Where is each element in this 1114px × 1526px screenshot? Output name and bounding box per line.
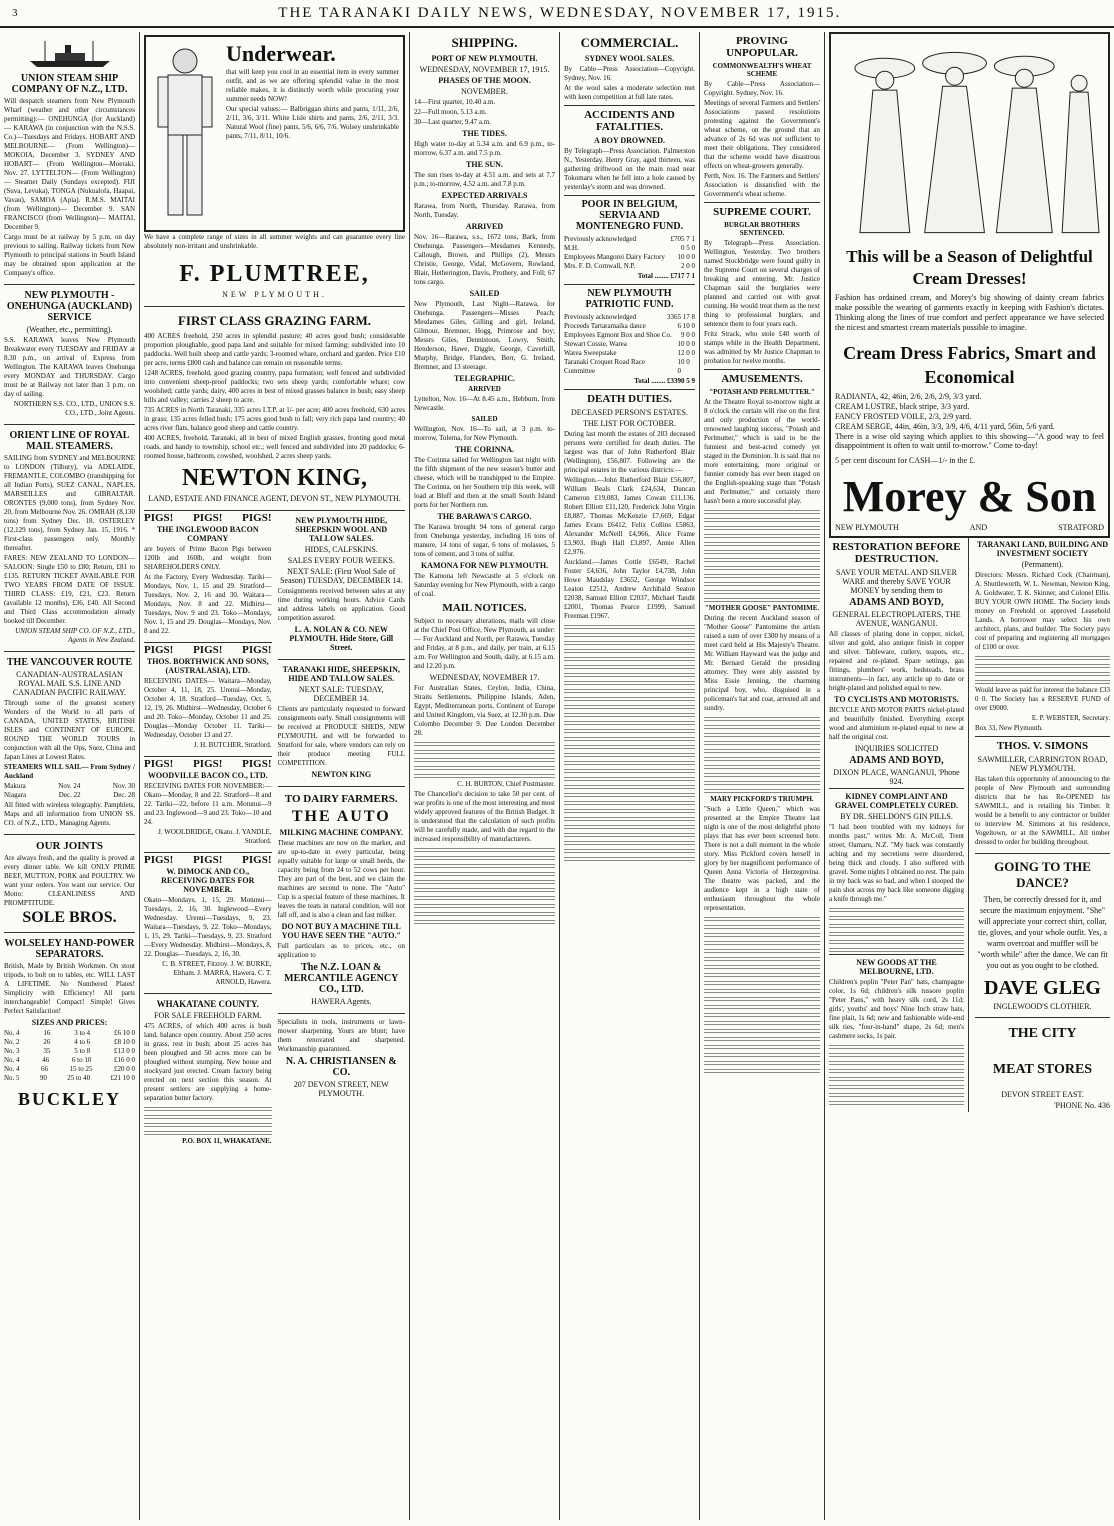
borthwick-heading: THOS. BORTHWICK AND SONS, (AUSTRALASIA), LTD.	[146, 657, 269, 675]
onehunga-ad	[4, 285, 135, 425]
buckley-name: BUCKLEY	[17, 1089, 121, 1109]
corinna-text: The Corinna sailed for Wellington last night with the fifth shipment of the new season's butter and cheese, which will be transhipped to the Empire. The Corinna, on her Southern trip this week, will load at Bluff and then at the small South Island ports for her Northern run.	[414, 456, 555, 509]
right-sub-column	[278, 511, 406, 1152]
cream-item: RADIANTA, 42, 46in, 2/6, 2/6, 2/9, 3/3 yard.	[835, 392, 982, 401]
dairy-heading: TO DAIRY FARMERS.	[284, 793, 398, 805]
wool-heading: SYDNEY WOOL SALES.	[584, 54, 675, 63]
taranaki-text: Clients are particularly requested to forward consignments early. Small consignments will be received at PRODUCE SHEDS, NEW PLYMOUTH, and will be forwarded to Stratford for sale, where vendors can rely on their produce meeting FULL COMPETITION.	[277, 705, 405, 767]
wheat-heading: COMMONWEALTH'S WHEAT SCHEME	[712, 62, 812, 78]
whakatane-text: 475 ACRES, of which 400 acres is bush land, balance open country. About 250 acres in grass, rest in bush; about 25 acres has been ploughed and 50 acres more can be ploughed without stumping. New house and stockyard just erected. Cream factory being erected on next section this season. At present settlers are supplying a home-separation butter factory.	[144, 1022, 272, 1102]
tides-heading: THE TIDES.	[462, 129, 507, 138]
mail-sign: C. H. BURTON, Chief Postmaster.	[457, 780, 555, 788]
union-text-2: Cargo must be at railway by 5 p.m. on day previous to sailing. Railway tickets from New Plymouth to principal stations in South Island may be obtained upon application at the Company's office.	[4, 233, 135, 277]
morey-places: NEW PLYMOUTH AND STRATFORD	[835, 523, 1104, 532]
moon-heading: PHASES OF THE MOON.	[438, 76, 531, 85]
loan-place: HAWERA Agents.	[311, 997, 372, 1006]
kidney-sub: BY DR. SHELDON'S GIN PILLS.	[840, 812, 953, 821]
orient-text: SAILING from SYDNEY and MELBOURNE to LONDON (Tilbury), via ADELAIDE, FREMANTLE, COLOMBO (transhipping for all Indian Ports), SUEZ CANAL, NAPLES, MARSEILLES and GIBRALTAR. ORONTES (9,000 tons), from Sydney Nov. 20, from Melbourne Nov. 26. OMRAH (8,130 tons) from Sydney Dec. 18. OSTERLEY (12,129 tons), from Sydney Jan. 15, 1916. * First-class passengers only. Monthly thereafter.	[4, 454, 135, 552]
sailed-subheading: SAILED	[471, 415, 498, 423]
farm-heading: FIRST CLASS GRAZING FARM.	[177, 313, 372, 328]
pigs-row: PIGS! PIGS! PIGS!	[144, 854, 272, 866]
sailed-text: New Plymouth, Last Night—Rarawa, for Onehunga. Passengers—Misses Peach; Mesdames Giles, Gilling and girl, Ireland, Gilmour, Bremner, Hogg, Primrose and boy; Messrs Giles, Dennistoun, Lowry, Smith, Henderson, Hawe, Diggle, George, Caverhill, Murphy, Bridge, Flanders, Berr, G. Ireland, Bremner, and 13 steerage.	[414, 300, 555, 371]
mail-text: Subject to necessary alterations, mails will close at the Chief Post Office, New Plymouth, as under:— For Auckland and North, per Rarawa, Tuesday and Friday, at 8 p.m., and daily, per train, at 6.15 a.m. For Wellington and South, daily, at 6.15 a.m. and 12.20 p.m.	[414, 617, 555, 670]
pigs-row: PIGS! PIGS! PIGS!	[144, 758, 272, 770]
cyclists-text: BICYCLE AND MOTOR PARTS nickel-plated and beautifully finished. Everything except wood and aluminium re-plated equal to new at half the original cost.	[829, 706, 964, 741]
size-row: No. 5 90 25 to 40 £21 10 0	[4, 1074, 135, 1082]
duties-text-3: Auckland.—James Cottle £6549, Rachel Foster £4,636, John Taylor £4,738, John Howe Maudslay £3652, George Windsor Leaton £2512, Andrew Archibald Seaton £2038, Samuel Elliott £2037, Michael Tandit £2001, Thomas Pearce £1999, Samuel Freeman £1967.	[564, 558, 695, 620]
port-date: WEDNESDAY, NOVEMBER 17, 1915.	[419, 65, 550, 74]
fund-row: Stewart Cossie, Warea 10 0 0	[564, 340, 695, 348]
moon-phase: 22—Full moon, 5.13 a.m.	[414, 108, 487, 116]
drowned-text: By Telegraph—Press Association. Palmerston N., Yesterday. Henry Gray, aged thirteen, was gathering driftwood on the main road near Tokomaru when he fell into a hole caused by yesterday's storm and was drowned.	[564, 147, 695, 191]
vancouver-text: Through some of the greatest scenery Wonders of the World to all parts of CANADA, UNITED STATES, BRITISH ISLES and CONTINENT OF EUROPE. ROUND THE WORLD TOURS in conjunction with all the Ops, Suez, China and Japan Lines at Lowest Rates.	[4, 699, 135, 761]
hides-heading: NEW PLYMOUTH HIDE, SHEEPSKIN WOOL AND TALLOW SALES.	[295, 516, 388, 543]
telegraphic-heading: TELEGRAPHIC.	[453, 374, 516, 383]
ladies-in-dresses-illustration	[835, 38, 1104, 238]
poor-total: Total ........ £717 7 1	[637, 272, 695, 280]
ship-icon	[4, 39, 135, 69]
cream-item: CREAM LUSTRE, black stripe, 3/3 yard.	[835, 402, 970, 411]
borthwick-ad	[144, 643, 272, 757]
wool-text: At the wool sales a moderate selection met with keen competition at full late rates.	[564, 84, 695, 101]
two-col-ads	[144, 511, 405, 1152]
fund-row: Warea Sweepstake 12 0 0	[564, 349, 695, 357]
newton-king-sub: LAND, ESTATE AND FINANCE AGENT, DEVON ST., NEW PLYMOUTH.	[148, 494, 401, 503]
duties-text: During last month the estates of 283 deceased persons were certified for death duties. The largest was that of John Rutherford Blair (Wellington), £56,807. Following are the principal estates in the various districts:—	[564, 430, 695, 474]
joints-ad	[4, 835, 135, 933]
woodville-sign: J. WOOLDRIDGE, Okato. J. YANDLE, Stratford.	[158, 828, 272, 845]
plumtree-place: NEW PLYMOUTH.	[222, 290, 327, 299]
inquiries: INQUIRIES SOLICITED	[854, 744, 939, 753]
restore-text: SAVE YOUR METAL AND SILVER WARE and thereby SAVE YOUR MONEY by sending them to	[836, 568, 957, 595]
building-example: Would leave as paid for interest the balance £33 0 0. The Society has a RESERVE FUND of over £9000.	[975, 686, 1110, 712]
supreme-heading: SUPREME COURT.	[704, 202, 820, 218]
whakatane-sign: P.O. BOX 11, WHAKATANE.	[182, 1137, 272, 1145]
wheat-text: Meetings of several Farmers and Settlers' Associations passed resolutions protesting against the Government's wheat scheme, on the ground that an advance of 2s 6d was not sufficient to meet their obligations. They considered that the scheme would have disastrous effects on wheat-growers generally.	[704, 99, 820, 170]
pickford-heading: MARY PICKFORD'S TRIUMPH.	[710, 795, 814, 803]
fund-row: M.H. 0 5 0	[564, 244, 695, 252]
union-text: Will despatch steamers from New Plymouth Wharf (weather and other circumstances permitting):— ONEHUNGA (for Auckland)— KARAWA (in conjunction with the N.S.S. Co.)—Tuesdays and Fridays. HOBART AND MELBOURNE— (From Wellington)— MOKOIA, December 3. SYDNEY AND HOBART— (From Wellington—Moeraki, Nov. 27. LYTTELTON— (From Wellington)— Steamer Daily (Sundays excepted). FIJI (Suva, Levuka), TONGA (Nukualofa, Haapai, Vavau), SAMOA (Apia). R.M.S. MAITAI (from Wellington)— December 9. SAN FRANCISCO (from Wellington)— MAITAI, December 9.	[4, 97, 135, 231]
col6-left	[829, 538, 969, 1112]
woodville-text: RECEIVING DATES FOR NOVEMBER:— Okato—Monday, 8 and 22. Stratford—8 and 22. Tariki—22, before 11 a.m. Motunui—9 and 23. Inglewood—9 and 23. Toko—10 and 24.	[144, 782, 272, 826]
bacon-days: At the Factory, Every Wednesday. Tariki—Mondays, Nov. 1, 15 and 29. Stratford—Tuesdays, Nov. 2, 16 and 30. Waitara—Mondays, Nov. 8 and 22. Midhirst—Tuesdays, Nov. 9 and 23. Toko—Mondays, Nov. 1, 15 and 29. Douglas—Mondays, Nov. 8 and 22.	[144, 573, 272, 635]
underwear-text: that will keep you cool in an essential item in every summer outfit, and as we are offering splendid value in the most reliable makes, it is distinctly worth while procuring your summer needs NOW!	[226, 68, 399, 103]
fares-text: FARES: NEW ZEALAND TO LONDON—SALOON: Single £50 to £80; Return, £81 to £135. RETURN TICKET AVAILABLE FOR TWO YEARS FROM DATE OF ISSUE. THIRD CLASS: £19, £21, £23. Return (available 12 months), £36, £40. All Second and Third Class accommodation already booked till December.	[4, 554, 135, 625]
woodville-heading: WOODVILLE BACON CO., LTD.	[147, 771, 268, 780]
size-row: No. 3 35 5 to 8 £13 0 0	[4, 1047, 135, 1055]
building-sign: E. P. WEBSTER, Secretary.	[1031, 714, 1110, 722]
whakatane-sub: FOR SALE FREEHOLD FARM.	[154, 1011, 262, 1020]
poor-fund-heading: POOR IN BELGIUM, SERVIA AND MONTENEGRO FUND.	[564, 195, 695, 232]
fund-row: Previously acknowledged 3365 17 8	[564, 313, 695, 321]
moon-phase: 30—Last quarter, 9.47 a.m.	[414, 118, 491, 126]
column-1	[0, 32, 140, 1520]
adams-address: DIXON PLACE, WANGANUI, 'Phone 924.	[833, 768, 960, 786]
column-2	[140, 32, 410, 1520]
sailed-heading: SAILED	[469, 289, 500, 298]
adams-sub: GENERAL ELECTROPLATERS, THE AVENUE, WANGANUI.	[832, 610, 961, 628]
dimock-text: Okato—Mondays, 1, 15, 29. Motunui—Tuesdays, 2, 16, 30. Inglewood—Every Wednesday. Urenui—Tuesdays, 9, 23. Waitara—Tuesdays, 9, 22. Toko—Mondays, 1, 15, 29. Tariki—Tuesdays, 9, 23. Stratford—Every Wednesday. Midhirst—Mondays, 8, 22. Douglas—Tuesdays, 2, 16, 30.	[144, 896, 272, 958]
kidney-text: "I had been troubled with my kidneys for months past," writes Mr. A. McColl, Trent street, Oamaru, N.Z. "My back was constantly aching and my secretions were disordered, being thick and cloudy. I also suffered with gravel. Some nights I obtained no rest. The pain in my back was so bad, and when I stooped the pain shot across my back like someone digging a knife through me."	[829, 823, 964, 903]
port-heading: PORT OF NEW PLYMOUTH.	[431, 54, 538, 63]
column-4	[560, 32, 700, 1520]
shipping-heading: SHIPPING.	[451, 35, 518, 50]
union-heading: UNION STEAM SHIP COMPANY OF N.Z., LTD.	[11, 73, 128, 95]
auto-text: These machines are now on the market, and are up-to-date in every particular, being equally suitable for large or small herds, the capacity being from 24 to 52 cows per hour. They are pari of the best, and we claim the machines are second to none. The "Auto" Cup is a special feature of these machines. It leaves the teats in natural condition, will not fall off, and is also a clean and fast milker.	[277, 839, 405, 919]
dimock-heading: W. DIMOCK AND CO., RECEIVING DATES FOR NOVEMBER.	[161, 867, 255, 894]
arrived-2: Lyttelton, Nov. 16—At 8.45 a.m., Hebburn, from Newcastle.	[414, 395, 555, 412]
woodville-ad	[144, 757, 272, 853]
wolseley-heading: WOLSELEY HAND-POWER SEPARATORS.	[4, 938, 135, 960]
expected-text: Rarawa, from North, Thursday. Rarawa, from North, Tuesday.	[414, 202, 555, 219]
adams-boyd: ADAMS AND BOYD,	[849, 597, 944, 608]
christiansen-name: N. A. CHRISTIANSEN & CO.	[285, 1056, 397, 1078]
union-agents: UNION STEAM SHIP CO. OF N.Z., LTD., Agents in New Zealand.	[15, 627, 135, 644]
column-6	[825, 32, 1114, 1520]
orient-heading: ORIENT LINE OF ROYAL MAIL STEAMERS.	[9, 430, 130, 452]
patriotic-total: Total ........ £3390 5 9	[634, 377, 695, 385]
sizes-heading: SIZES AND PRICES:	[31, 1018, 108, 1027]
masthead	[0, 0, 1114, 28]
mail-text-2: For Australian States, Ceylon, India, China, Straits Settlements, Philippine Islands, Aden, Egypt, Mediterranean ports, Continent of Europe and United Kingdom, via Suez, at 12.30 p.m. Due Colombo December 9. Due London December 28.	[414, 684, 555, 737]
auto-milking-ad	[278, 787, 406, 1014]
kidney-heading: KIDNEY COMPLAINT AND GRAVEL COMPLETELY CURED.	[829, 788, 964, 810]
plumtree-name: F. PLUMTREE,	[179, 261, 370, 287]
season-title: This will be a Season of Delightful Cream Dresses!	[846, 247, 1093, 288]
fund-row: Mrs. F. D. Cornwall, N.P. 2 0 0	[564, 262, 695, 270]
farm-1248: 1248 ACRES, freehold, good grazing country, papa formation; well fenced and subdivided into convenient sheep-proof paddocks; two sets sheep yards; comfortable whare; cow woolshed; cattle yards; dairy, 400 acres in best of mixed grasses balance in bush; easy sheep hills and valley; carries 2 sheep to acre.	[144, 369, 405, 404]
restore-heading: RESTORATION BEFORE DESTRUCTION.	[832, 541, 961, 565]
city-title: THE CITY	[975, 1017, 1110, 1042]
restore-text-2: All classes of plating done in copper, nickel, silver and gold, also antique finish in copper and silver. Tableware, cutlery, teapots, etc., repaired and re-plated. Spare settings, gas fittings, plumbers' work, bedsteads, brass instruments—in fact, any article up to date or bright-plated and polished equal to new.	[829, 630, 964, 692]
cyclists-heading: TO CYCLISTS AND MOTORISTS.	[834, 695, 959, 704]
goose-text: During the recent Auckland season of "Mother Goose" Pantomime the artists raised a sum of over £300 by means of a meet card held at His Majesty's Theatre. Mr. William Hayward was the judge and Mr. Bernard Gerald the presiding attorney. They were ably assisted by Miss Essie Jenning, the charming principal boy, who, disguised in a policeman's hat and coat, arrested all and sundry.	[704, 614, 820, 712]
burglar-heading: BURGLAR BROTHERS SENTENCED.	[724, 221, 800, 237]
cream-note: There is a wise old saying which applies to this showing—"A good way to feel disappointment is often to wait until to-morrow." Come to-day!	[835, 432, 1104, 450]
season-text: Fashion has ordained cream, and Morey's big showing of dainty cream fabrics make possible the wearing of garments exactly in keeping with Fashion's dictates. Thinking along the lines of true comfort and perfect appearance we have selected the nicest and smartest cream materials possible to imagine.	[835, 293, 1104, 332]
size-row: No. 4 66 15 to 25 £20 0 0	[4, 1065, 135, 1073]
onehunga-heading: NEW PLYMOUTH - ONEHUNGA (AUCKLAND) SERVICE	[6, 290, 133, 323]
morey-ad	[829, 32, 1110, 538]
barawa-text: The Karawa brought 94 tons of general cargo from Onehunga yesterday, including 16 tons of manure, 14 tons of sugar, 6 tons of molasses, 5 tons of cement, and 3 tons of sulfur.	[414, 523, 555, 558]
whakatane-ad	[144, 994, 272, 1152]
goose-heading: "MOTHER GOOSE" PANTOMIME.	[704, 604, 820, 612]
duties-list-heading: THE LIST FOR OCTOBER.	[582, 419, 677, 428]
city-address: DEVON STREET EAST.	[1001, 1090, 1084, 1099]
vancouver-ad	[4, 652, 135, 835]
tides-text: High water to-day at 5.34 a.m. and 6.9 p.m., to-morrow, 6.37 a.m. and 7.5 p.m.	[414, 140, 555, 157]
fund-row: Employees Egmont Box and Shoe Co. 9 0 0	[564, 331, 695, 339]
taranaki-next: NEXT SALE: TUESDAY, DECEMBER 14.	[298, 685, 384, 703]
underwear-title: Underwear.	[226, 41, 336, 66]
moon-phase: 14—First quarter, 10.40 a.m.	[414, 98, 496, 106]
christiansen-address: 207 DEVON STREET, NEW PLYMOUTH.	[293, 1080, 389, 1098]
auto-warning: DO NOT BUY A MACHINE TILL YOU HAVE SEEN THE "AUTO."	[281, 922, 401, 940]
underwear-ad	[144, 32, 405, 307]
wheat-text-2: Perth, Nov. 16. The Farmers and Settlers' Association is dissatisfied with the Government's wheat scheme.	[704, 172, 820, 198]
union-steam-ad	[4, 32, 135, 285]
kamona-heading: KAMONA FOR NEW PLYMOUTH.	[420, 561, 549, 570]
sun-heading: THE SUN.	[466, 160, 503, 169]
orient-ad	[4, 425, 135, 652]
hides-every: SALES EVERY FOUR WEEKS.	[287, 556, 395, 565]
kamona-text: The Kamona left Newcastle at 5 o'clock on Saturday evening for New Plymouth, with a cargo of coal.	[414, 572, 555, 598]
auto-apply: Full particulars as to prices, etc., on application to	[277, 942, 405, 959]
simons-sub: SAWMILLER, CARRINGTON ROAD, NEW PLYMOUTH.	[977, 755, 1108, 773]
building-sub: (Permanent).	[1021, 560, 1064, 569]
building-text: Directors: Messrs. Richard Cock (Chairman), A. Shuttleworth, W. L. Newman, Newton King, A. Goldwater, T. K. Skinner, and Colonel Ellis. BUY YOUR OWN HOME. The Society lends money on Freehold or approved Leasehold Lands. A borrower may select his own architect, plans, and builder. The Society pays cost of preparing and registering all mortgages of £100 or over.	[975, 571, 1110, 651]
underwear-specials: Our special values:— Balbriggan shirts and pants, 1/11, 2/6, 2/11, 3/6, 3/11. White Lisle shirts and pants, 2/6, 2/11, 3/3. Natural Wool (fine) pants, 5/6, 6/6, 7/6. Wolsey unshrinkable pants, 7/11, 8/11, 10/6.	[226, 105, 399, 140]
budget-text: The Chancellor's decision to take 50 per cent. of war profits is one of the most interesting and most widely approved features of the British Budget. It is understood that the calculation of such profits will be carefully made, and with due regard to the increased responsibility of manufacturers.	[414, 790, 555, 843]
farm-735: 735 ACRES in North Taranaki, 335 acres I.T.P. at 1/- per acre; 400 acres freehold, 630 acres in grass; 135 acres felled bush; 175 acres good bush to fall; very rich papa land country; 40 acres river flats, balance good sheep and cattle country.	[144, 406, 405, 432]
sun-text: The sun rises to-day at 4.51 a.m. and sets at 7.7 p.m.; to-morrow, 4.52 a.m. and 7.8 p.m.	[414, 171, 555, 188]
corinna-heading: THE CORINNA.	[454, 445, 515, 454]
left-sub-column	[144, 511, 272, 1152]
size-row: No. 4 46 6 to 10 £16 0 0	[4, 1056, 135, 1064]
page-number: 3	[12, 7, 18, 19]
mail-wednesday: WEDNESDAY, NOVEMBER 17.	[429, 673, 540, 682]
taranaki-hides-heading: TARANAKI HIDE, SHEEPSKIN, HIDE AND TALLOW SALES.	[282, 665, 400, 683]
going-heading: GOING TO THE DANCE?	[975, 853, 1110, 891]
bacon-text: are buyers of Prime Bacon Pigs between 120lb and 160lb, and weight from SHAREHOLDERS ONLY.	[144, 545, 272, 571]
size-row: No. 2 26 4 to 6 £8 10 0	[4, 1038, 135, 1046]
farm-400: 400 ACRES freehold, 250 acres in splendid pasture; 40 acres good bush; considerable proportion ploughable, good papa land and suitable for mixed farming; subdivided into 10 paddocks. Well built sheep and cattle yards; 3-roomed whare, orchard and garden. Price £10 per acre, terms £800 cash and balance can remain on reasonable terms.	[144, 332, 405, 367]
simons-heading: THOS. V. SIMONS	[975, 736, 1110, 752]
going-text: Then, be correctly dressed for it, and secure the maximum enjoyment. "She" will appreciate your correct shirt, collar, tie, gloves, and your whole outfit. Yes, a warm overcoat and muffler will be "worth while" after the dance. We can fit you out as you ought to be clothed.	[977, 895, 1108, 970]
newton-king-name: NEWTON KING,	[182, 465, 367, 491]
expected-heading: EXPECTED ARRIVALS	[441, 191, 528, 200]
proving-heading: PROVING UNPOPULAR.	[726, 35, 798, 59]
wheat-byline: By Cable—Press Association—Copyright. Sydney, Nov. 16.	[704, 80, 820, 97]
morey-name: Morey & Son	[842, 472, 1097, 521]
dave-gleg-sub: INGLEWOOD'S CLOTHIER.	[993, 1002, 1092, 1011]
duties-text-2: Wellington.—John Rutherford Blair £56,807, William Beals Clark £24,634, Duncan Cameron £19,083, James Cowan £11,136, Robert Elliott £11,120, Frederick John Virgin £8,887, Thomas McKenzie £7,669, Edgar James Evans £6412, Felix Collins £5863, Alexander McNeill £4,966, Alice Frame £3,903, Hugh Hall £3,897, Annie Allen £2,976.	[564, 476, 695, 556]
onehunga-text: S.S. KARAWA leaves New Plymouth Breakwater every TUESDAY and FRIDAY at 8.30 p.m., on arrival of Express from Wellington. The KARAWA leaves Onehunga every MONDAY and THURSDAY. Cargo must be at Railway not later than 3 p.m. on day of sailing.	[4, 336, 135, 398]
size-row: No. 4 16 3 to 4 £6 10 0	[4, 1029, 135, 1037]
death-duties-heading: DEATH DUTIES.	[564, 389, 695, 405]
cream-item: CREAM SERGE, 44in, 46in, 3/3, 3/9, 4/6, 4/11 yard, 56in, 5/6 yard.	[835, 422, 1055, 431]
col7	[975, 538, 1110, 1112]
joints-heading: OUR JOINTS	[36, 840, 103, 852]
vancouver-tail: All fitted with wireless telegraphy. Pamphlets, Maps and all information from UNION SS. CO. of N.Z., LTD., Managing Agents.	[4, 801, 135, 827]
arrived-heading: ARRIVED	[465, 222, 504, 231]
hides-text: Consignments received between sales at any time during working hours. Advice Cards and address labels on application. Good competition assured.	[277, 587, 405, 622]
discount-text: 5 per cent discount for CASH—1/- in the £.	[835, 456, 976, 465]
cream-item: FANCY FROSTED VOILE, 2/3, 2/9 yard.	[835, 412, 972, 421]
burglar-text-2: Fritz Strack, who stole £40 worth of stamps while in the Health Department, was admitted by Mr Justice Chapman to probation for twelve months.	[704, 330, 820, 365]
hides-next: NEXT SALE: (First Wool Sale of Season) TUESDAY, DECEMBER 14.	[280, 567, 403, 585]
borthwick-sign: J. H. BUTCHER, Stratford.	[193, 741, 272, 749]
barawa-heading: THE BARAWA'S CARGO.	[437, 512, 532, 521]
sailings-heading: STEAMERS WILL SAIL— From Sydney / Auckland	[4, 763, 135, 780]
bacon-heading: THE INGLEWOOD BACON COMPANY	[156, 525, 259, 543]
taranaki-hides-ad	[278, 660, 406, 787]
melbourne-text: Children's poplin "Peter Pan" hats, champagne color, 1s 6d; children's silk tussore poplin "Peter Pans," with heavy silk cord, 2s 11d; girls', youths' and boys' Nine Inch straw hats, fine plait, 1s 6d; new and fashionable wide-end silk ties, "four-in-hand" shape, 2s 6d; men's cashmere socks, 1s pair.	[829, 978, 964, 1040]
duties-sub: DECEASED PERSON'S ESTATES.	[570, 408, 689, 417]
bottom-right-columns	[829, 538, 1110, 1112]
arrived-text: Nov. 16—Rarawa, s.s., 1672 tons, Bark, from Onehunga. Passengers—Mesdames Kennedy, Callough, Brown, and Phillips (2), Messrs Christie, George, Vidal, McGovern, Rowland, Blair, Hetherington, Davis, Prothery, and Foll; 67 tons cargo.	[414, 233, 555, 286]
underwear-footer: We have a complete range of sizes in all summer weights and can guarantee every line absolutely non-irritant and unshrinkable.	[144, 233, 405, 250]
wolseley-text: British, Made by British Workmen. On stout tripods, to bolt on to tables, etc. WILL LAST A LIFETIME. No Numbered Plates! Simplicity with Efficiency! All parts interchangeable! Compact! Simple! Gives Perfect Satisfaction!	[4, 962, 135, 1015]
burglar-text: By Telegraph—Press Association. Wellington, Yesterday. Two brothers named Stockbridge were found guilty in the Supreme Court on several charges of breaking and entering. Mr. Justice Chapman said the burglaries were planned and carried out with great cunning. He would treat them as the next thing to professional burglars, and sentence them to four years each.	[704, 239, 820, 328]
patriotic-heading: NEW PLYMOUTH PATRIOTIC FUND.	[564, 284, 695, 310]
joints-text: Are always fresh, and the quality is proved at every dinner table. We kill ONLY PRIME BEEF, MUTTON, PORK and POULTRY. We want your orders. You want our service. Our Motto: CLEANLINESS AND PROMPTITUDE.	[4, 854, 135, 907]
city-phone: 'PHONE No. 436	[1054, 1101, 1110, 1110]
accidents-heading: ACCIDENTS AND FATALITIES.	[564, 105, 695, 133]
farm-ad	[144, 307, 405, 511]
hides-sub: HIDES, CALFSKINS.	[304, 545, 378, 554]
borthwick-text: RECEIVING DATES— Waitara—Monday, October 4, 11, 18, 25. Urenui—Monday, October 4, 18. Stratford—Tuesday, Oct. 5, 12, 19, 26. Midhirst—Wednesday, October 6 and 20. Toko—Monday, October 11 and 25. Douglas—Monday October 11. Tariki—Wednesday, October 13 and 27.	[144, 677, 272, 739]
adams-boyd-2: ADAMS AND BOYD,	[849, 755, 944, 766]
farm-400b: 400 ACRES, freehold, Taranaki, all in best of mixed English grasses, fronting good metal roads, and handy to township, school etc.; well fenced and subdivided into 20 paddocks; 6-roomed house, bathroom, cowshed, woolshed, 2 acres sheep yards.	[144, 434, 405, 460]
wool-byline: By Cable—Press Association—Copyright. Sydney, Nov. 16.	[564, 65, 695, 82]
auto-sub: MILKING MACHINE COMPANY.	[279, 828, 403, 837]
potash-text: At the Theatre Royal to-morrow night at 8 o'clock the curtain will rise on the first and only production of the world-renowned laughing success, "Potash and Perlmutter," which is said to be the funniest and best-acted comedy yet staged in the Dominion. It is said that no more entertaining, more original or funnier comedy has ever been staged on the English-speaking stage than "Potash and Perlmutter," and certainly there hasn't been a more successful play.	[704, 398, 820, 505]
commercial-heading: COMMERCIAL.	[580, 35, 679, 50]
dave-gleg-name: DAVE GLEG	[984, 977, 1101, 999]
meat-stores-title: MEAT STORES	[992, 1062, 1093, 1077]
drowned-heading: A BOY DROWNED.	[593, 136, 666, 145]
building-box: Box 33, New Plymouth.	[975, 724, 1043, 732]
onehunga-sub: (Weather, etc., permitting).	[26, 325, 113, 334]
newspaper-title: THE TARANAKI DAILY NEWS, WEDNESDAY, NOVEMBER 17, 1915.	[278, 4, 842, 21]
sailing-row: Niagara Dec. 22 Dec. 28	[4, 791, 135, 799]
whakatane-heading: WHAKATANE COUNTY.	[156, 999, 259, 1009]
column-5	[700, 32, 825, 1520]
auto-title: THE AUTO	[291, 808, 391, 825]
dimock-sign: C. B. STREET, Fitzroy. J. W. BURKE, Eltham. J. MARRA, Hawera. C. T. ARNOLD, Hawera.	[162, 960, 272, 986]
loan-agency: The N.Z. LOAN & MERCANTILE AGENCY CO., LTD.	[284, 962, 399, 995]
mail-heading: MAIL NOTICES.	[442, 602, 527, 614]
hides-ad	[278, 511, 406, 660]
pickford-text: "Such a Little Queen," which was presented at the Empire Theatre last night is one of the most delightful photo plays that has ever been screened here. There is not a dull moment in the whole story. Miss Pickford covers herself in glory by her magnificent performance of Queen Anna Victoria of Herzegovina. The theatre was packed, and the audience kept in a high state of enthusiasm throughout the whole representation.	[704, 805, 820, 912]
melbourne-heading: NEW GOODS AT THE MELBOURNE, LTD.	[829, 954, 964, 976]
sailing-row: Makura Nov. 24 Nov. 30	[4, 782, 135, 790]
nolan-name: L. A. NOLAN & CO. NEW PLYMOUTH. Hide Store, Gill Street.	[289, 625, 394, 652]
pigs-row: PIGS! PIGS! PIGS!	[144, 512, 272, 524]
newton-king-2: NEWTON KING	[311, 770, 372, 779]
sole-bros-name: SOLE BROS.	[22, 909, 117, 926]
pigs-row: PIGS! PIGS! PIGS!	[144, 644, 272, 656]
vancouver-heading: THE VANCOUVER ROUTE	[6, 657, 133, 668]
man-in-underwear-illustration	[150, 41, 220, 226]
arrived-subheading: ARRIVED	[468, 385, 501, 393]
wolseley-ad	[4, 933, 135, 1115]
fund-row: Employees Mangorei Dairy Factory 10 0 0	[564, 253, 695, 261]
specialists-text: Specialists in tools, instruments or lawn-mower sharpening. Yours are blunt; have them renovated and sharpened. Workmanship guaranteed.	[277, 1018, 405, 1053]
column-3	[410, 32, 560, 1520]
moon-month: NOVEMBER.	[461, 87, 508, 96]
dimock-ad	[144, 853, 272, 994]
christiansen-ad	[278, 1014, 406, 1105]
simons-text: Has taken this opportunity of announcing to the people of New Plymouth and surrounding districts that he has Re-OPENED his SAWMILL, and is retailing his Timber. It would be a benefit to any contractor or builder to interview M. Simmons at his residence, Vogeltown, or at the SAWMILL. All timber dressed to order for building throughout.	[975, 775, 1110, 846]
inglewood-bacon-ad	[144, 511, 272, 643]
vancouver-sub: CANADIAN-AUSTRALASIAN ROYAL MAIL S.S. LINE AND CANADIAN PACIFIC RAILWAY.	[12, 670, 127, 697]
building-heading: TARANAKI LAND, BUILDING AND INVESTMENT SOCIETY	[977, 540, 1108, 558]
fund-row: Proceeds Tartaramaika dance 6 10 0	[564, 322, 695, 330]
onehunga-sign: NORTHERN S.S. CO., LTD., UNION S.S. CO., LTD., Joint Agents.	[13, 400, 135, 417]
fund-row: Taranaki Croquet Road Race Committee 10 0 0	[564, 358, 690, 375]
fund-row: Previously acknowledged £705 7 1	[564, 235, 695, 243]
sailed-2: Wellington, Nov. 16—To sail, at 3 p.m. to-morrow, Tolerna, for New Plymouth.	[414, 425, 555, 442]
cream-title: Cream Dress Fabrics, Smart and Economical	[843, 343, 1096, 387]
potash-heading: "POTASH AND PERLMUTTER."	[709, 388, 815, 396]
amusements-heading: AMUSEMENTS.	[704, 369, 820, 385]
